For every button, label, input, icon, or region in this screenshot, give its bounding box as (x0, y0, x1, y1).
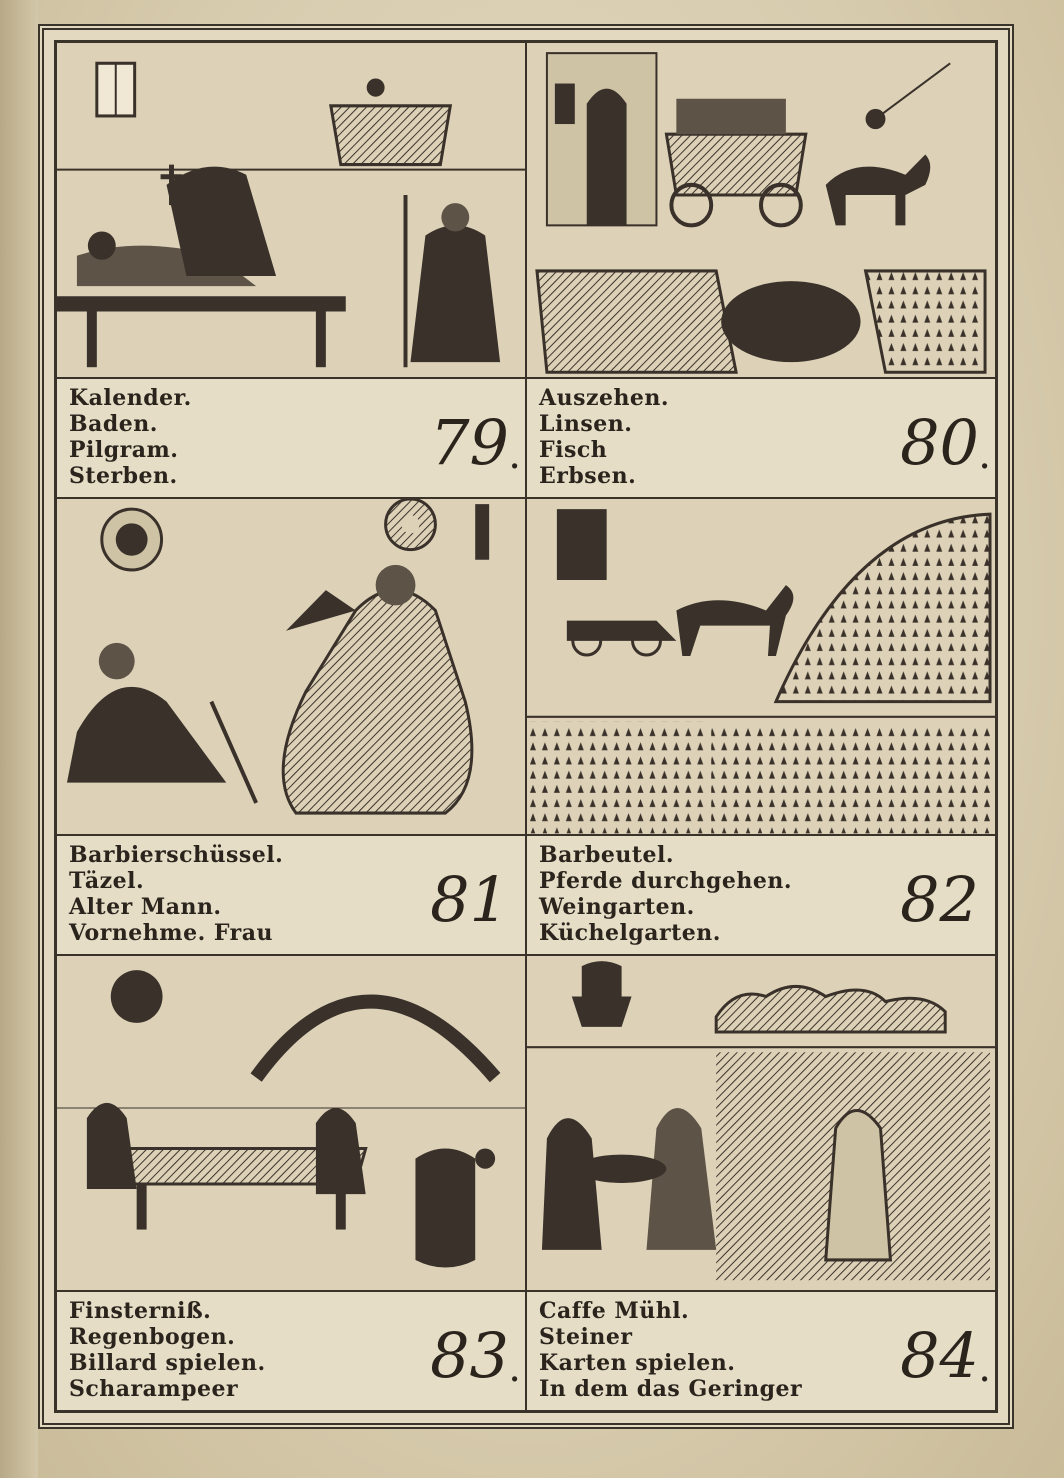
illustration-80 (527, 43, 995, 377)
pilgrim-figure (410, 225, 500, 362)
vineyard-rows (527, 722, 706, 833)
coffee-mill-icon (572, 961, 632, 1027)
number-period: . (508, 432, 521, 479)
word-line: Alter Mann. (69, 893, 222, 920)
card-player-figure (646, 1108, 716, 1250)
player-figure (87, 1103, 137, 1189)
caption-84 (527, 1290, 995, 1410)
card-number: 80 (900, 406, 979, 480)
number-period: . (508, 1345, 521, 1391)
noble-woman-figure (283, 591, 472, 814)
word-line: Barbeutel. (539, 841, 674, 868)
word-line: Pilgram. (69, 437, 179, 464)
barbeutel-pferde-weingarten-kuechelgarten-illustration (527, 499, 995, 833)
kalender-baden-pilgram-sterben-illustration (57, 43, 525, 377)
caption-79 (57, 377, 525, 497)
word-line: Karten spielen. (539, 1350, 736, 1376)
card-table (577, 1154, 667, 1182)
player-figure (316, 1108, 366, 1194)
card-79 (56, 42, 526, 498)
illustration-83 (57, 956, 525, 1290)
word-line: Scharampeer (69, 1376, 239, 1402)
bed-icon (57, 296, 346, 311)
barbier-taezel-alter-mann-frau-illustration (57, 499, 525, 833)
word-line: Caffe Mühl. (539, 1298, 690, 1324)
word-line: Billard spielen. (69, 1350, 266, 1376)
word-line: In dem das Geringer (539, 1376, 803, 1402)
word-line: Linsen. (539, 411, 633, 438)
word-line: Pferde durchgehen. (539, 867, 793, 894)
illustration-82 (527, 499, 995, 833)
word-line: Steiner (539, 1324, 633, 1350)
number-period: . (978, 432, 991, 479)
horse-rider-icon (826, 154, 931, 225)
word-line: Baden. (69, 411, 158, 438)
illustration-79 (57, 43, 525, 377)
bathtub-icon (331, 106, 450, 165)
word-line: Fisch (539, 437, 608, 464)
jug-icon (415, 1148, 475, 1267)
number-period: . (978, 1345, 991, 1391)
word-line: Kalender. (69, 385, 192, 412)
card-player-figure (542, 1118, 602, 1250)
word-line: Küchelgarten. (539, 919, 721, 946)
standing-figure (826, 1110, 891, 1259)
word-line: Weingarten. (539, 893, 695, 920)
word-line: Auszehen. (539, 385, 670, 412)
caption-83 (57, 1290, 525, 1410)
word-line: Finsterniß. (69, 1298, 212, 1324)
card-grid (54, 40, 998, 1413)
card-83 (56, 955, 526, 1411)
vineyard-hill (776, 515, 990, 702)
fish-pond (721, 281, 860, 362)
card-number: 79 (430, 406, 509, 480)
book-spine-shadow (0, 0, 38, 1478)
card-number: 81 (430, 862, 509, 936)
finsterniss-regenbogen-billard-illustration (57, 956, 525, 1290)
word-line: Vornehme. Frau (69, 919, 273, 946)
word-line: Barbierschüssel. (69, 841, 284, 868)
card-80 (526, 42, 996, 498)
card-84 (526, 955, 996, 1411)
card-number: 82 (900, 862, 979, 936)
stones-pile (716, 986, 945, 1032)
word-line: Erbsen. (539, 463, 637, 490)
card-number: 83 (430, 1319, 509, 1392)
card-82 (526, 498, 996, 954)
lentil-field (537, 271, 736, 372)
old-man-figure (67, 687, 226, 783)
card-number: 84 (900, 1319, 979, 1392)
illustration-84 (527, 956, 995, 1290)
printed-sheet (38, 24, 1014, 1429)
priest-figure (167, 167, 277, 276)
word-line: Regenbogen. (69, 1324, 236, 1350)
pea-field (866, 271, 985, 372)
card-81 (56, 498, 526, 954)
illustration-81 (57, 499, 525, 833)
caption-81 (57, 834, 525, 954)
auszehen-linsen-fisch-erbsen-illustration (527, 43, 995, 377)
caffe-muehl-steine-karten-illustration (527, 956, 995, 1290)
hair-bag-icon (557, 509, 607, 580)
word-line: Täzel. (69, 867, 145, 894)
caption-82 (527, 834, 995, 954)
eclipse-icon (111, 970, 163, 1023)
caption-80 (527, 377, 995, 497)
running-horses-icon (676, 585, 793, 656)
kitchen-garden (711, 727, 990, 833)
word-line: Sterben. (69, 463, 178, 490)
